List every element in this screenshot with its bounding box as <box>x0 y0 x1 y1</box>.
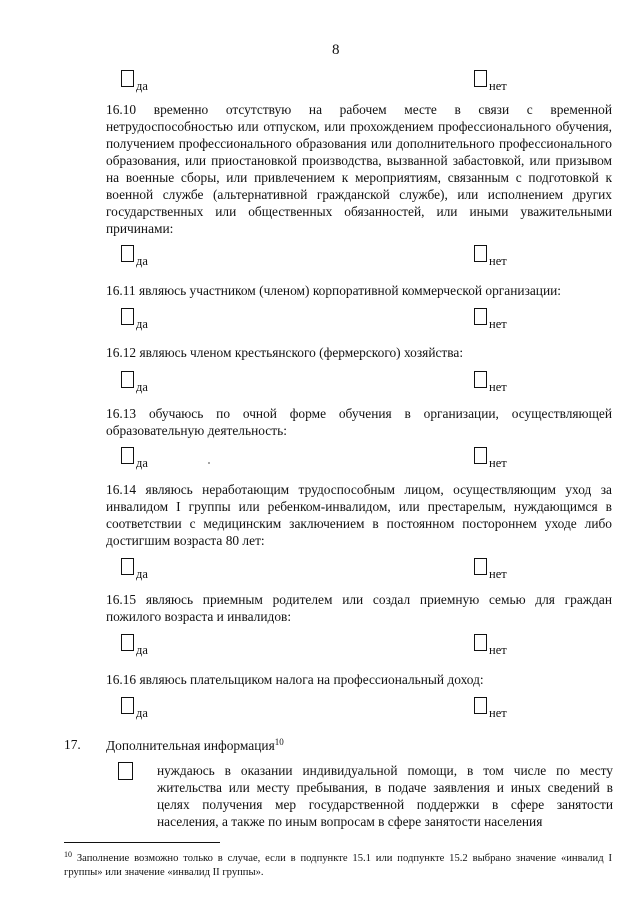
yes-label: да <box>136 317 148 331</box>
no-checkbox[interactable] <box>474 70 487 87</box>
footnote-divider <box>64 842 220 843</box>
individual-help-checkbox[interactable] <box>118 762 133 780</box>
item-16-12-text: 16.12 являюсь членом крестьянского (фермерского) хозяйства: <box>106 345 464 360</box>
no-label: нет <box>489 317 507 331</box>
yes-checkbox[interactable] <box>121 558 134 575</box>
no-checkbox[interactable] <box>474 634 487 651</box>
yes-checkbox[interactable] <box>121 308 134 325</box>
footnote-text: Заполнение возможно только в случае, если в подпункте 15.1 или подпункте 15.2 выбрано значение «инвалид I группы» или значение «инвалид II группы». <box>64 853 612 878</box>
no-checkbox[interactable] <box>474 558 487 575</box>
no-checkbox[interactable] <box>474 447 487 464</box>
individual-help-text: нуждаюсь в оказании индивидуальной помощи, в том числе по месту жительства или месту пребывания, в подаче заявления и иных сведений в целях получения мер государственной поддержки в сфере занятости населения, а также по иным вопросам в сфере занятости населения <box>157 763 613 829</box>
footnote-ref: 10 <box>274 737 284 747</box>
scan-speck <box>208 462 210 464</box>
yes-checkbox[interactable] <box>121 371 134 388</box>
yes-label: да <box>136 643 148 657</box>
item-16-11-text: 16.11 являюсь участником (членом) корпоративной коммерческой организации: <box>106 283 562 298</box>
yes-label: да <box>136 567 148 581</box>
no-label: нет <box>489 79 507 93</box>
item-16-13-text: 16.13 обучаюсь по очной форме обучения в организации, осуществляющей образовательную деятельность: <box>106 406 612 438</box>
yes-label: да <box>136 380 148 394</box>
yes-label: да <box>136 456 148 470</box>
yes-label: да <box>136 254 148 268</box>
yes-checkbox[interactable] <box>121 697 134 714</box>
item-16-14-text: 16.14 являюсь неработающим трудоспособным лицом, осуществляющим уход за инвалидом I группы или ребенком-инвалидом, или престарелым, нуждающимся в соответствии с медицинским заключением в постоянном постороннем уходе либо достигшим возраста 80 лет: <box>106 482 612 548</box>
yes-checkbox[interactable] <box>121 245 134 262</box>
yes-label: да <box>136 79 148 93</box>
item-16-10-text: 16.10 временно отсутствую на рабочем месте в связи с временной нетрудоспособностью или отпуском, или прохождением профессионального обучения, получением профессионального образования или дополнительного профессионального образования, или приостановкой производства, вызванной забастовкой, или призывом на военные сборы, или привлечением к мероприятиям, связанным с подготовкой к военной службе (альтернативной гражданской службе), или исполнением других государственных или общественных обязанностей, или иными уважительными причинами: <box>106 102 612 236</box>
item-16-16-text: 16.16 являюсь плательщиком налога на профессиональный доход: <box>106 672 484 687</box>
section-17-number: 17. <box>64 737 81 752</box>
footnote <box>64 848 612 880</box>
item-16-15-text: 16.15 являюсь приемным родителем или создал приемную семью для граждан пожилого возраста и инвалидов: <box>106 592 612 624</box>
no-label: нет <box>489 380 507 394</box>
no-checkbox[interactable] <box>474 308 487 325</box>
yes-checkbox[interactable] <box>121 70 134 87</box>
page-number: 8 <box>332 42 340 58</box>
yes-checkbox[interactable] <box>121 447 134 464</box>
no-label: нет <box>489 567 507 581</box>
no-checkbox[interactable] <box>474 371 487 388</box>
no-label: нет <box>489 254 507 268</box>
section-17-title-text: Дополнительная информация <box>106 738 275 753</box>
no-label: нет <box>489 706 507 720</box>
footnote-number: 10 <box>64 850 72 859</box>
section-17-title <box>106 737 284 754</box>
no-checkbox[interactable] <box>474 245 487 262</box>
no-checkbox[interactable] <box>474 697 487 714</box>
yes-label: да <box>136 706 148 720</box>
yes-checkbox[interactable] <box>121 634 134 651</box>
no-label: нет <box>489 456 507 470</box>
no-label: нет <box>489 643 507 657</box>
